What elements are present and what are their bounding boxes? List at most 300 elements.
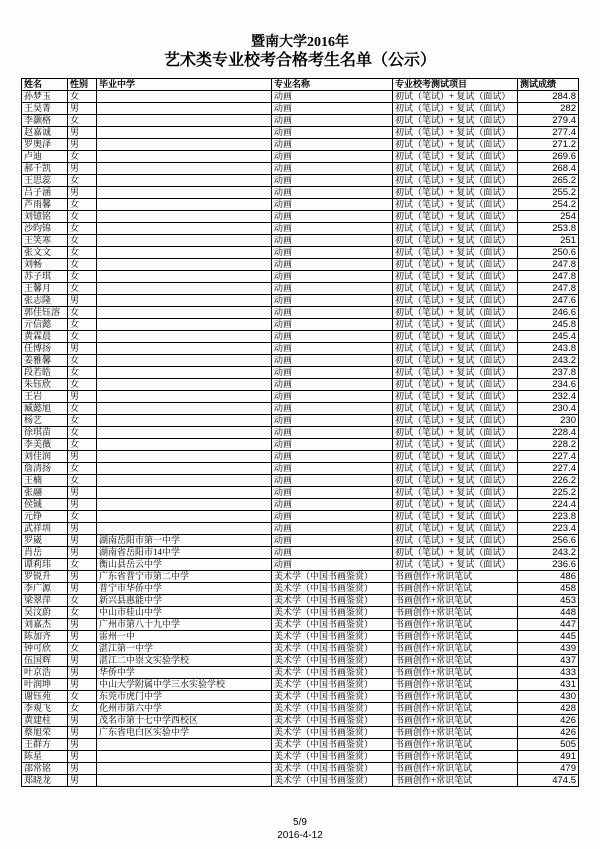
major-cell: 动画 <box>272 187 393 199</box>
name-cell: 段若皓 <box>22 367 68 379</box>
gender-cell: 女 <box>68 427 97 439</box>
major-cell: 动画 <box>272 211 393 223</box>
score-cell: 428 <box>518 703 579 715</box>
test-items-cell: 初试（笔试）+ 复试（面试） <box>393 559 518 571</box>
table-row <box>22 139 579 151</box>
header-school: 毕业中学 <box>97 79 272 91</box>
school-cell <box>97 355 272 367</box>
score-cell: 479 <box>518 763 579 775</box>
score-cell: 243.2 <box>518 355 579 367</box>
school-cell: 湖南岳阳市第一中学 <box>97 535 272 547</box>
major-cell: 美术学（中国书画鉴赏） <box>272 727 393 739</box>
name-cell: 元铮 <box>22 511 68 523</box>
name-cell: 叶京浩 <box>22 667 68 679</box>
school-cell: 衡山县岳云中学 <box>97 559 272 571</box>
gender-cell: 女 <box>68 307 97 319</box>
major-cell: 动画 <box>272 175 393 187</box>
gender-cell: 男 <box>68 523 97 535</box>
name-cell: 孙梦玉 <box>22 91 68 103</box>
test-items-cell: 初试（笔试）+ 复试（面试） <box>393 295 518 307</box>
score-cell: 247.6 <box>518 295 579 307</box>
score-cell: 247.8 <box>518 283 579 295</box>
candidates-table <box>21 78 579 787</box>
score-cell: 247.8 <box>518 271 579 283</box>
name-cell: 李观飞 <box>22 703 68 715</box>
test-items-cell: 初试（笔试）+ 复试（面试） <box>393 115 518 127</box>
table-row <box>22 199 579 211</box>
test-items-cell: 初试（笔试）+ 复试（面试） <box>393 307 518 319</box>
gender-cell: 男 <box>68 163 97 175</box>
table-row <box>22 619 579 631</box>
test-items-cell: 初试（笔试）+ 复试（面试） <box>393 511 518 523</box>
school-cell <box>97 415 272 427</box>
major-cell: 动画 <box>272 559 393 571</box>
major-cell: 动画 <box>272 475 393 487</box>
score-cell: 230.4 <box>518 403 579 415</box>
gender-cell: 男 <box>68 667 97 679</box>
table-row <box>22 487 579 499</box>
school-cell <box>97 235 272 247</box>
table-row <box>22 103 579 115</box>
major-cell: 动画 <box>272 151 393 163</box>
score-cell: 265.2 <box>518 175 579 187</box>
gender-cell: 女 <box>68 691 97 703</box>
name-cell: 姜雅馨 <box>22 355 68 367</box>
test-items-cell: 书画创作+常识笔试 <box>393 691 518 703</box>
test-items-cell: 初试（笔试）+ 复试（面试） <box>393 223 518 235</box>
score-cell: 234.6 <box>518 379 579 391</box>
name-cell: 黄建柱 <box>22 715 68 727</box>
name-cell: 谭莉玮 <box>22 559 68 571</box>
name-cell: 刘嘉杰 <box>22 619 68 631</box>
major-cell: 动画 <box>272 367 393 379</box>
table-row <box>22 547 579 559</box>
score-cell: 225.2 <box>518 487 579 499</box>
test-items-cell: 初试（笔试）+ 复试（面试） <box>393 451 518 463</box>
score-cell: 228.4 <box>518 427 579 439</box>
school-cell: 茂名市第十七中学西校区 <box>97 715 272 727</box>
major-cell: 动画 <box>272 451 393 463</box>
major-cell: 动画 <box>272 103 393 115</box>
table-row <box>22 235 579 247</box>
school-cell <box>97 379 272 391</box>
score-cell: 246.6 <box>518 307 579 319</box>
score-cell: 277.4 <box>518 127 579 139</box>
table-header-row <box>22 79 579 91</box>
score-cell: 445 <box>518 631 579 643</box>
school-cell <box>97 523 272 535</box>
gender-cell: 男 <box>68 127 97 139</box>
major-cell: 动画 <box>272 403 393 415</box>
score-cell: 430 <box>518 691 579 703</box>
gender-cell: 女 <box>68 703 97 715</box>
gender-cell: 女 <box>68 475 97 487</box>
table-row <box>22 211 579 223</box>
major-cell: 美术学（中国书画鉴赏） <box>272 751 393 763</box>
school-cell <box>97 151 272 163</box>
score-cell: 247.8 <box>518 259 579 271</box>
page-footer <box>0 816 600 842</box>
name-cell: 梁翠萍 <box>22 595 68 607</box>
header-test-items: 专业校考测试项目 <box>393 79 518 91</box>
score-cell: 226.2 <box>518 475 579 487</box>
name-cell: 赵嘉诚 <box>22 127 68 139</box>
score-cell: 243.8 <box>518 343 579 355</box>
test-items-cell: 初试（笔试）+ 复试（面试） <box>393 283 518 295</box>
table-row <box>22 91 579 103</box>
gender-cell: 女 <box>68 403 97 415</box>
major-cell: 美术学（中国书画鉴赏） <box>272 631 393 643</box>
name-cell: 刘畅 <box>22 259 68 271</box>
test-items-cell: 初试（笔试）+ 复试（面试） <box>393 91 518 103</box>
score-cell: 243.2 <box>518 547 579 559</box>
header-score: 测试成绩 <box>518 79 579 91</box>
score-cell: 439 <box>518 643 579 655</box>
score-cell: 447 <box>518 619 579 631</box>
table-row <box>22 463 579 475</box>
score-cell: 228.2 <box>518 439 579 451</box>
score-cell: 223.8 <box>518 511 579 523</box>
school-cell <box>97 319 272 331</box>
gender-cell: 男 <box>68 187 97 199</box>
major-cell: 美术学（中国书画鉴赏） <box>272 643 393 655</box>
major-cell: 美术学（中国书画鉴赏） <box>272 703 393 715</box>
table-row <box>22 403 579 415</box>
table-row <box>22 115 579 127</box>
school-cell: 普宁市华侨中学 <box>97 583 272 595</box>
table-row <box>22 271 579 283</box>
table-row <box>22 355 579 367</box>
test-items-cell: 初试（笔试）+ 复试（面试） <box>393 235 518 247</box>
score-cell: 431 <box>518 679 579 691</box>
major-cell: 美术学（中国书画鉴赏） <box>272 571 393 583</box>
school-cell <box>97 211 272 223</box>
score-cell: 223.4 <box>518 523 579 535</box>
school-cell <box>97 223 272 235</box>
score-cell: 256.6 <box>518 535 579 547</box>
score-cell: 268.4 <box>518 163 579 175</box>
gender-cell: 男 <box>68 727 97 739</box>
school-cell <box>97 451 272 463</box>
name-cell: 王馨月 <box>22 283 68 295</box>
name-cell: 郝千凯 <box>22 163 68 175</box>
major-cell: 动画 <box>272 391 393 403</box>
table-row <box>22 427 579 439</box>
name-cell: 刘佳润 <box>22 451 68 463</box>
school-cell <box>97 739 272 751</box>
name-cell: 王岩 <box>22 391 68 403</box>
name-cell: 吴汶蔚 <box>22 607 68 619</box>
major-cell: 动画 <box>272 487 393 499</box>
table-row <box>22 127 579 139</box>
gender-cell: 女 <box>68 199 97 211</box>
school-cell: 广东省普宁市第二中学 <box>97 571 272 583</box>
school-cell: 新兴县惠能中学 <box>97 595 272 607</box>
table-row <box>22 499 579 511</box>
gender-cell: 女 <box>68 247 97 259</box>
major-cell: 动画 <box>272 355 393 367</box>
test-items-cell: 初试（笔试）+ 复试（面试） <box>393 139 518 151</box>
name-cell: 朱钰欣 <box>22 379 68 391</box>
name-cell: 钟可欣 <box>22 643 68 655</box>
school-cell <box>97 487 272 499</box>
test-items-cell: 书画创作+常识笔试 <box>393 571 518 583</box>
table-row <box>22 571 579 583</box>
gender-cell: 男 <box>68 655 97 667</box>
test-items-cell: 书画创作+常识笔试 <box>393 655 518 667</box>
name-cell: 张志隆 <box>22 295 68 307</box>
school-cell <box>97 439 272 451</box>
test-items-cell: 初试（笔试）+ 复试（面试） <box>393 163 518 175</box>
name-cell: 亓信懿 <box>22 319 68 331</box>
gender-cell: 男 <box>68 583 97 595</box>
name-cell: 李美薇 <box>22 439 68 451</box>
name-cell: 黄霖晨 <box>22 331 68 343</box>
major-cell: 动画 <box>272 127 393 139</box>
major-cell: 美术学（中国书画鉴赏） <box>272 691 393 703</box>
name-cell: 罗锐升 <box>22 571 68 583</box>
table-row <box>22 343 579 355</box>
name-cell: 王思蕊 <box>22 175 68 187</box>
score-cell: 279.4 <box>518 115 579 127</box>
school-cell: 湖南省岳阳市14中学 <box>97 547 272 559</box>
score-cell: 448 <box>518 607 579 619</box>
name-cell: 郭佳钰溶 <box>22 307 68 319</box>
test-items-cell: 初试（笔试）+ 复试（面试） <box>393 415 518 427</box>
major-cell: 美术学（中国书画鉴赏） <box>272 607 393 619</box>
major-cell: 动画 <box>272 247 393 259</box>
score-cell: 486 <box>518 571 579 583</box>
test-items-cell: 初试（笔试）+ 复试（面试） <box>393 439 518 451</box>
gender-cell: 男 <box>68 679 97 691</box>
gender-cell: 男 <box>68 343 97 355</box>
test-items-cell: 初试（笔试）+ 复试（面试） <box>393 175 518 187</box>
gender-cell: 女 <box>68 559 97 571</box>
test-items-cell: 初试（笔试）+ 复试（面试） <box>393 343 518 355</box>
name-cell: 张文文 <box>22 247 68 259</box>
table-row <box>22 259 579 271</box>
major-cell: 动画 <box>272 511 393 523</box>
major-cell: 动画 <box>272 427 393 439</box>
gender-cell: 女 <box>68 355 97 367</box>
major-cell: 动画 <box>272 415 393 427</box>
table-row <box>22 367 579 379</box>
name-cell: 邵常铭 <box>22 763 68 775</box>
school-cell <box>97 763 272 775</box>
score-cell: 245.8 <box>518 319 579 331</box>
school-cell <box>97 499 272 511</box>
major-cell: 动画 <box>272 499 393 511</box>
gender-cell: 男 <box>68 535 97 547</box>
score-cell: 253.8 <box>518 223 579 235</box>
table-row <box>22 331 579 343</box>
table-row <box>22 415 579 427</box>
gender-cell: 女 <box>68 259 97 271</box>
test-items-cell: 初试（笔试）+ 复试（面试） <box>393 427 518 439</box>
name-cell: 蔡旭荣 <box>22 727 68 739</box>
score-cell: 237.8 <box>518 367 579 379</box>
school-cell: 湛江二中崇文实验学校 <box>97 655 272 667</box>
table-row <box>22 715 579 727</box>
gender-cell: 女 <box>68 175 97 187</box>
major-cell: 动画 <box>272 343 393 355</box>
major-cell: 动画 <box>272 235 393 247</box>
major-cell: 动画 <box>272 535 393 547</box>
name-cell: 臧懿旭 <box>22 403 68 415</box>
name-cell: 王楠 <box>22 475 68 487</box>
name-cell: 罗崴 <box>22 535 68 547</box>
name-cell: 任博扬 <box>22 343 68 355</box>
gender-cell: 男 <box>68 451 97 463</box>
gender-cell: 男 <box>68 499 97 511</box>
school-cell: 广州市第八十九中学 <box>97 619 272 631</box>
table-row <box>22 775 579 787</box>
test-items-cell: 初试（笔试）+ 复试（面试） <box>393 247 518 259</box>
gender-cell: 男 <box>68 547 97 559</box>
table-row <box>22 475 579 487</box>
school-cell <box>97 343 272 355</box>
table-row <box>22 319 579 331</box>
test-items-cell: 书画创作+常识笔试 <box>393 643 518 655</box>
score-cell: 255.2 <box>518 187 579 199</box>
test-items-cell: 初试（笔试）+ 复试（面试） <box>393 103 518 115</box>
gender-cell: 女 <box>68 643 97 655</box>
test-items-cell: 书画创作+常识笔试 <box>393 595 518 607</box>
gender-cell: 男 <box>68 763 97 775</box>
score-cell: 254 <box>518 211 579 223</box>
school-cell <box>97 199 272 211</box>
score-cell: 254.2 <box>518 199 579 211</box>
school-cell <box>97 775 272 787</box>
score-cell: 433 <box>518 667 579 679</box>
major-cell: 动画 <box>272 307 393 319</box>
test-items-cell: 初试（笔试）+ 复试（面试） <box>393 499 518 511</box>
test-items-cell: 初试（笔试）+ 复试（面试） <box>393 535 518 547</box>
major-cell: 美术学（中国书画鉴赏） <box>272 679 393 691</box>
score-cell: 282 <box>518 103 579 115</box>
gender-cell: 女 <box>68 439 97 451</box>
name-cell: 武祥圳 <box>22 523 68 535</box>
table-body <box>22 91 579 787</box>
major-cell: 动画 <box>272 271 393 283</box>
name-cell: 李广源 <box>22 583 68 595</box>
test-items-cell: 书画创作+常识笔试 <box>393 763 518 775</box>
school-cell <box>97 283 272 295</box>
major-cell: 动画 <box>272 295 393 307</box>
gender-cell: 女 <box>68 91 97 103</box>
gender-cell: 男 <box>68 739 97 751</box>
test-items-cell: 书画创作+常识笔试 <box>393 715 518 727</box>
name-cell: 叶润坤 <box>22 679 68 691</box>
major-cell: 美术学（中国书画鉴赏） <box>272 775 393 787</box>
school-cell: 中山市桂山中学 <box>97 607 272 619</box>
table-row <box>22 751 579 763</box>
name-cell: 肖岳 <box>22 547 68 559</box>
gender-cell: 女 <box>68 271 97 283</box>
test-items-cell: 书画创作+常识笔试 <box>393 667 518 679</box>
page-title <box>0 34 600 71</box>
gender-cell: 女 <box>68 319 97 331</box>
school-cell: 广东省电白区实验中学 <box>97 727 272 739</box>
test-items-cell: 书画创作+常识笔试 <box>393 583 518 595</box>
school-cell <box>97 187 272 199</box>
table-row <box>22 595 579 607</box>
major-cell: 美术学（中国书画鉴赏） <box>272 583 393 595</box>
name-cell: 陈星 <box>22 751 68 763</box>
table-row <box>22 175 579 187</box>
test-items-cell: 书画创作+常识笔试 <box>393 679 518 691</box>
gender-cell: 女 <box>68 511 97 523</box>
gender-cell: 男 <box>68 631 97 643</box>
gender-cell: 女 <box>68 331 97 343</box>
table-row <box>22 295 579 307</box>
name-cell: 张翮 <box>22 487 68 499</box>
gender-cell: 男 <box>68 391 97 403</box>
gender-cell: 女 <box>68 151 97 163</box>
score-cell: 437 <box>518 655 579 667</box>
table-row <box>22 247 579 259</box>
table-row <box>22 583 579 595</box>
school-cell <box>97 139 272 151</box>
name-cell: 沙昀锦 <box>22 223 68 235</box>
table-row <box>22 703 579 715</box>
major-cell: 动画 <box>272 139 393 151</box>
header-major: 专业名称 <box>272 79 393 91</box>
major-cell: 美术学（中国书画鉴赏） <box>272 655 393 667</box>
table-row <box>22 763 579 775</box>
name-cell: 陈加齐 <box>22 631 68 643</box>
table-row <box>22 523 579 535</box>
major-cell: 美术学（中国书画鉴赏） <box>272 619 393 631</box>
table-row <box>22 643 579 655</box>
school-cell <box>97 511 272 523</box>
major-cell: 美术学（中国书画鉴赏） <box>272 667 393 679</box>
table-row <box>22 607 579 619</box>
test-items-cell: 书画创作+常识笔试 <box>393 607 518 619</box>
gender-cell: 女 <box>68 367 97 379</box>
gender-cell: 男 <box>68 103 97 115</box>
school-cell: 东莞市虎门中学 <box>97 691 272 703</box>
major-cell: 动画 <box>272 259 393 271</box>
table-row <box>22 283 579 295</box>
test-items-cell: 初试（笔试）+ 复试（面试） <box>393 319 518 331</box>
major-cell: 美术学（中国书画鉴赏） <box>272 715 393 727</box>
gender-cell: 女 <box>68 211 97 223</box>
school-cell <box>97 163 272 175</box>
major-cell: 动画 <box>272 319 393 331</box>
score-cell: 491 <box>518 751 579 763</box>
name-cell: 谢钰苑 <box>22 691 68 703</box>
table-row <box>22 631 579 643</box>
gender-cell: 女 <box>68 379 97 391</box>
score-cell: 251 <box>518 235 579 247</box>
school-cell: 雷州一中 <box>97 631 272 643</box>
table-row <box>22 307 579 319</box>
table-row <box>22 223 579 235</box>
table-row <box>22 379 579 391</box>
table-row <box>22 691 579 703</box>
score-cell: 250.6 <box>518 247 579 259</box>
gender-cell: 女 <box>68 463 97 475</box>
name-cell: 杨艺 <box>22 415 68 427</box>
school-cell <box>97 427 272 439</box>
major-cell: 动画 <box>272 223 393 235</box>
test-items-cell: 初试（笔试）+ 复试（面试） <box>393 487 518 499</box>
name-cell: 刘镱铭 <box>22 211 68 223</box>
school-cell <box>97 271 272 283</box>
major-cell: 动画 <box>272 379 393 391</box>
name-cell: 芦雨馨 <box>22 199 68 211</box>
